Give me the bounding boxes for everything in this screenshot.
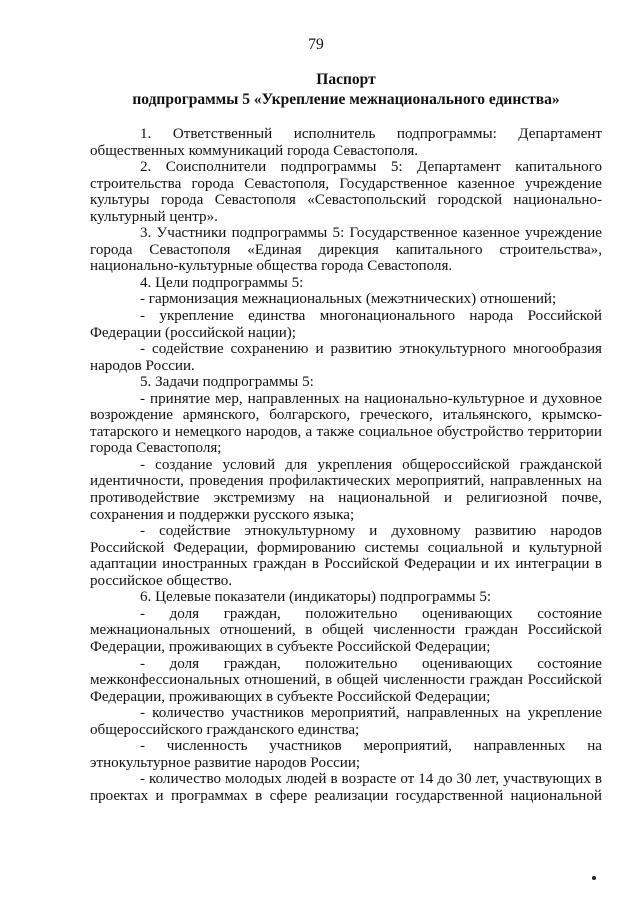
- paragraph-16: - численность участников мероприятий, направленных на этнокультурное развитие народов России;: [90, 738, 602, 771]
- document-body: [90, 126, 602, 804]
- paragraph-4: 4. Цели подпрограммы 5:: [140, 274, 304, 291]
- paragraph-3: 3. Участники подпрограммы 5: Государственное казенное учреждение города Севастополя «Единая дирекция капитального строительства», национально-культурные общества города Севастополя.: [90, 225, 602, 275]
- paragraph-9: - принятие мер, направленных на национально-культурное и духовное возрождение армянского, болгарского, греческого, итальянского, крымско-татарского и немецкого народов, а также социальное обустройство территории города Севастополя;: [90, 390, 602, 457]
- paragraph-15: - количество участников мероприятий, направленных на укрепление общероссийского гражданского единства;: [90, 705, 602, 738]
- paragraph-12: 6. Целевые показатели (индикаторы) подпрограммы 5:: [140, 589, 492, 606]
- paragraph-11: - содействие этнокультурному и духовному развитию народов Российской Федерации, формированию системы социальной и культурной адаптации иностранных граждан в Российской Федерации и их интеграции в российское общество.: [90, 523, 602, 589]
- document-heading: [90, 70, 602, 110]
- paragraph-5: - гармонизация межнациональных (межэтнических) отношений;: [140, 291, 557, 308]
- paragraph-2: 2. Соисполнители подпрограммы 5: Департамент капитального строительства города Севастополя, Государственное казенное учреждение культуры города Севастополя «Севастопольский городской национально-культурный центр».: [90, 159, 602, 225]
- scan-speck: [592, 876, 596, 880]
- heading-subtitle: подпрограммы 5 «Укрепление межнационального единства»: [132, 91, 560, 108]
- paragraph-1: 1. Ответственный исполнитель подпрограммы: Департамент общественных коммуникаций города Севастополя.: [90, 126, 602, 159]
- paragraph-7: - содействие сохранению и развитию этнокультурного многообразия народов России.: [90, 341, 602, 374]
- paragraph-8: 5. Задачи подпрограммы 5:: [140, 374, 314, 391]
- paragraph-10: - создание условий для укрепления общероссийской гражданской идентичности, проведения профилактических мероприятий, направленных на противодействие экстремизму на национальной и религиозной почве, сохранения и поддержки русского языка;: [90, 456, 602, 523]
- heading-title: Паспорт: [316, 71, 376, 88]
- page-number: 79: [308, 36, 324, 53]
- paragraph-14: - доля граждан, положительно оценивающих состояние межконфессиональных отношений, в общей численности граждан Российской Федерации, проживающих в субъекте Российской Федерации;: [90, 655, 602, 705]
- paragraph-13: - доля граждан, положительно оценивающих состояние межнациональных отношений, в общей численности граждан Российской Федерации, проживающих в субъекте Российской Федерации;: [90, 605, 602, 655]
- paragraph-6: - укрепление единства многонационального народа Российской Федерации (российской нации);: [90, 308, 602, 341]
- paragraph-17: - количество молодых людей в возрасте от 14 до 30 лет, участвующих в проектах и программах в сфере реализации государственной национальной: [90, 771, 602, 804]
